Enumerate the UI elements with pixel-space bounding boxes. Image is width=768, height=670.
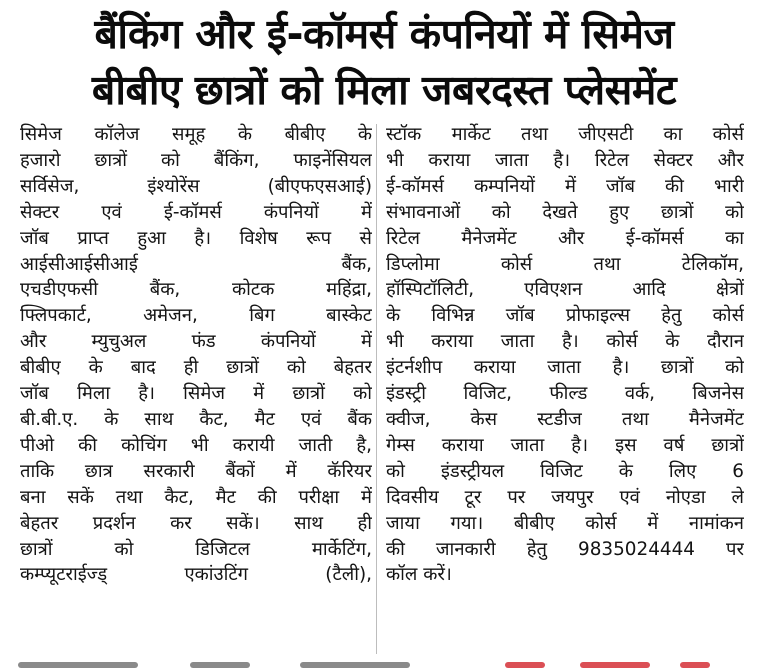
text-line: पीओ की कोचिंग भी करायी जाती है, bbox=[20, 434, 372, 456]
text-line: इंटर्नशीप कराया जाता है। छात्रों को bbox=[386, 357, 744, 379]
cut-off-next-article bbox=[0, 660, 768, 670]
text-line: दिवसीय टूर पर जयपुर एवं नोएडा ले bbox=[386, 486, 744, 508]
text-line: जाया गया। बीबीए कोर्स में नामांकन bbox=[386, 512, 744, 534]
text-line: गेम्स कराया जाता है। इस वर्ष छात्रों bbox=[386, 434, 744, 456]
cut-off-text-fragment bbox=[300, 662, 410, 668]
text-line: एचडीएफसी बैंक, कोटक महिंद्रा, bbox=[20, 279, 372, 301]
article-column-left bbox=[20, 122, 372, 588]
cut-off-text-fragment bbox=[18, 662, 138, 668]
text-line: बीबीए के बाद ही छात्रों को बेहतर bbox=[20, 357, 372, 379]
text-line: की जानकारी हेतु 9835024444 पर bbox=[386, 538, 744, 560]
article-column-right bbox=[386, 122, 744, 588]
article-headline bbox=[18, 6, 750, 118]
text-line: स्टॉक मार्केट तथा जीएसटी का कोर्स bbox=[386, 124, 744, 145]
text-line: ई-कॉमर्स कम्पनियों में जॉब की भारी bbox=[386, 175, 744, 197]
cut-off-red-fragment bbox=[505, 662, 545, 668]
cut-off-text-fragment bbox=[190, 662, 250, 668]
text-line: रिटेल मैनेजमेंट और ई-कॉमर्स का bbox=[386, 227, 744, 249]
text-line: फ्लिपकार्ट, अमेजन, बिग बास्केट bbox=[20, 305, 372, 327]
text-line: कॉल करें। bbox=[386, 564, 452, 586]
headline-line-1: बैंकिंग और ई-कॉमर्स कंपनियों में सिमेज bbox=[94, 10, 674, 58]
text-line: को इंडस्ट्रीयल विजिट के लिए 6 bbox=[386, 460, 744, 482]
column-divider bbox=[376, 124, 377, 654]
text-line: बेहतर प्रदर्शन कर सकें। साथ ही bbox=[20, 512, 372, 534]
headline-line-2: बीबीए छात्रों को मिला जबरदस्त प्लेसमेंट bbox=[91, 66, 677, 114]
text-line: क्वीज, केस स्टडीज तथा मैनेजमेंट bbox=[386, 408, 744, 430]
text-line: सर्विसेज, इंश्योरेंस (बीएफएसआई) bbox=[20, 175, 372, 197]
text-line: इंडस्ट्री विजिट, फील्ड वर्क, बिजनेस bbox=[386, 383, 744, 405]
text-line: छात्रों को डिजिटल मार्केटिंग, bbox=[20, 538, 372, 560]
text-line: बना सकें तथा कैट, मैट की परीक्षा में bbox=[20, 486, 372, 508]
text-line: और म्युचुअल फंड कंपनियों में bbox=[20, 331, 372, 353]
text-line: सेक्टर एवं ई-कॉमर्स कंपनियों में bbox=[20, 201, 372, 223]
text-line: सिमेज कॉलेज समूह के बीबीए के bbox=[20, 124, 372, 145]
text-line: भी कराया जाता है। कोर्स के दौरान bbox=[386, 331, 744, 353]
text-line: जॉब प्राप्त हुआ है। विशेष रूप से bbox=[20, 227, 372, 249]
text-line: भी कराया जाता है। रिटेल सेक्टर और bbox=[386, 149, 744, 171]
text-line: के विभिन्न जॉब प्रोफाइल्स हेतु कोर्स bbox=[386, 305, 744, 327]
cut-off-red-fragment bbox=[580, 662, 650, 668]
text-line: हजारो छात्रों को बैंकिंग, फाइनेंसियल bbox=[20, 149, 372, 171]
text-line: बी.बी.ए. के साथ कैट, मैट एवं बैंक bbox=[20, 408, 372, 430]
text-line: कम्प्यूटराईज्ड् एकांउटिंग (टैली), bbox=[20, 564, 372, 586]
text-line: जॉब मिला है। सिमेज में छात्रों को bbox=[20, 383, 372, 405]
text-line: डिप्लोमा कोर्स तथा टेलिकॉम, bbox=[386, 253, 744, 275]
text-line: संभावनाओं को देखते हुए छात्रों को bbox=[386, 201, 744, 223]
cut-off-red-fragment bbox=[680, 662, 710, 668]
text-line: ताकि छात्र सरकारी बैंकों में कॅरियर bbox=[20, 460, 372, 482]
text-line: हॉस्पिटॉलिटी, एविएशन आदि क्षेत्रों bbox=[386, 279, 744, 301]
text-line: आईसीआईसीआई बैंक, bbox=[20, 253, 372, 275]
